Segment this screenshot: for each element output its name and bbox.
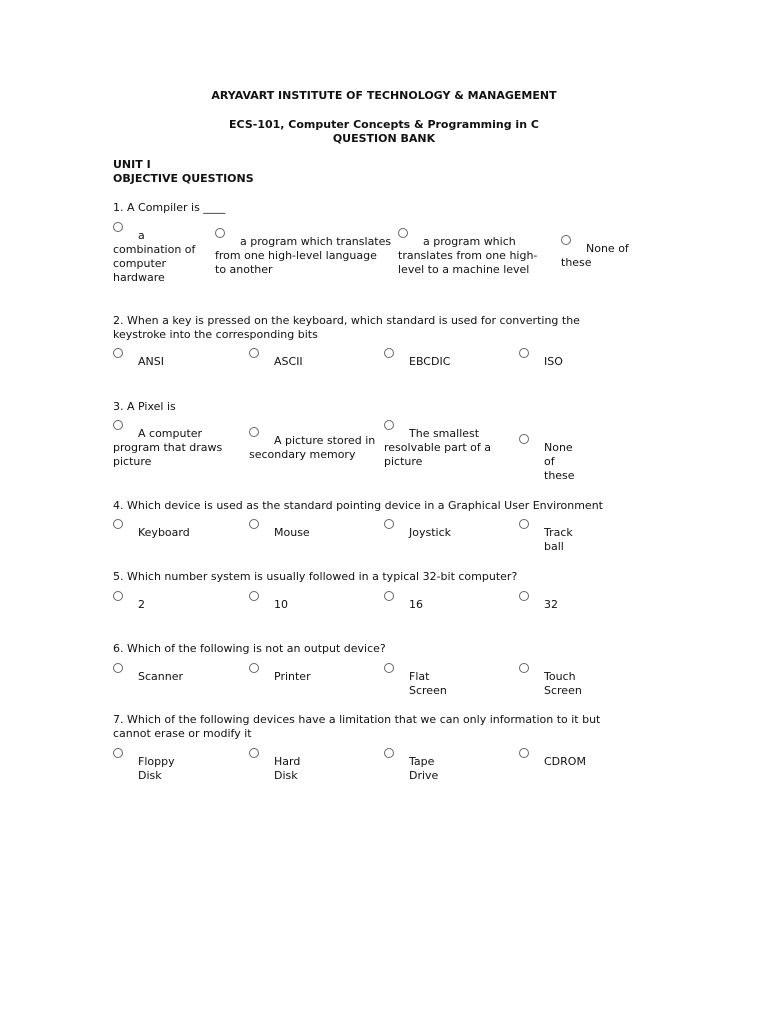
option-label: Mouse — [274, 526, 310, 539]
radio-button[interactable] — [519, 519, 529, 529]
radio-button[interactable] — [384, 519, 394, 529]
radio-button[interactable] — [249, 591, 259, 601]
option-label: 32 — [544, 598, 558, 611]
radio-button[interactable] — [113, 748, 123, 758]
page-title: QUESTION BANK — [332, 132, 436, 145]
option-label: A picture stored in secondary memory — [249, 434, 376, 461]
option-label: EBCDIC — [409, 355, 451, 368]
radio-button[interactable] — [249, 519, 259, 529]
radio-button[interactable] — [384, 748, 394, 758]
radio-button[interactable] — [384, 591, 394, 601]
question-1: 1. A Compiler is ____ — [113, 201, 226, 214]
option-label: CDROM — [544, 755, 586, 768]
course-title: ECS-101, Computer Concepts & Programming in C — [229, 118, 539, 131]
radio-button[interactable] — [519, 663, 529, 673]
question-4: 4. Which device is used as the standard pointing device in a Graphical User Environment — [113, 499, 603, 512]
question-2: 2. When a key is pressed on the keyboard, which standard is used for converting the keystroke into the corresponding bits — [113, 314, 580, 341]
radio-button[interactable] — [519, 591, 529, 601]
radio-button[interactable] — [384, 348, 394, 358]
radio-button[interactable] — [113, 663, 123, 673]
radio-button[interactable] — [249, 663, 259, 673]
option-label: a program which translates from one high-level language to another — [215, 235, 392, 276]
option-label: Printer — [274, 670, 311, 683]
radio-button[interactable] — [519, 434, 529, 444]
option-label: a program which translates from one high- level to a machine level — [398, 235, 538, 276]
question-1-options — [113, 221, 643, 284]
option-label: Track ball — [544, 526, 573, 553]
option-label: Keyboard — [138, 526, 190, 539]
radio-button[interactable] — [519, 348, 529, 358]
option-label: ASCII — [274, 355, 303, 368]
section-title: OBJECTIVE QUESTIONS — [113, 172, 254, 185]
radio-button[interactable] — [519, 748, 529, 758]
radio-button[interactable] — [113, 591, 123, 601]
option-label: 16 — [409, 598, 423, 611]
option-label: Joystick — [409, 526, 452, 539]
option-label: A computer program that draws picture — [113, 427, 223, 468]
option-label: Hard Disk — [274, 755, 301, 782]
radio-button[interactable] — [113, 519, 123, 529]
option-label: 2 — [138, 598, 145, 611]
option-label: ANSI — [138, 355, 164, 368]
option-label: None of these — [544, 441, 575, 482]
question-5: 5. Which number system is usually followed in a typical 32-bit computer? — [113, 570, 518, 583]
unit-heading — [113, 158, 254, 186]
question-2-options — [113, 348, 643, 408]
unit-name: UNIT I — [113, 158, 151, 171]
radio-button[interactable] — [113, 348, 123, 358]
question-6: 6. Which of the following is not an output device? — [113, 642, 386, 655]
question-7-options — [113, 748, 643, 808]
question-7: 7. Which of the following devices have a limitation that we can only information to it but cannot erase or modify it — [113, 713, 601, 740]
option-label: Scanner — [138, 670, 184, 683]
radio-button[interactable] — [249, 748, 259, 758]
option-label: a combination of computer hardware — [113, 229, 196, 284]
option-label: 10 — [274, 598, 288, 611]
option-label: Tape Drive — [409, 755, 439, 782]
option-label: The smallest resolvable part of a picture — [384, 427, 492, 468]
radio-button[interactable] — [249, 348, 259, 358]
question-3: 3. A Pixel is — [113, 400, 176, 413]
option-label: Touch Screen — [544, 670, 582, 697]
option-label: Floppy Disk — [138, 755, 175, 782]
option-label: ISO — [544, 355, 563, 368]
question-3-options — [113, 419, 643, 482]
option-label: Flat Screen — [409, 670, 447, 697]
option-label: None of these — [561, 242, 629, 269]
radio-button[interactable] — [384, 663, 394, 673]
institute-name: ARYAVART INSTITUTE OF TECHNOLOGY & MANAGEMENT — [211, 89, 557, 102]
